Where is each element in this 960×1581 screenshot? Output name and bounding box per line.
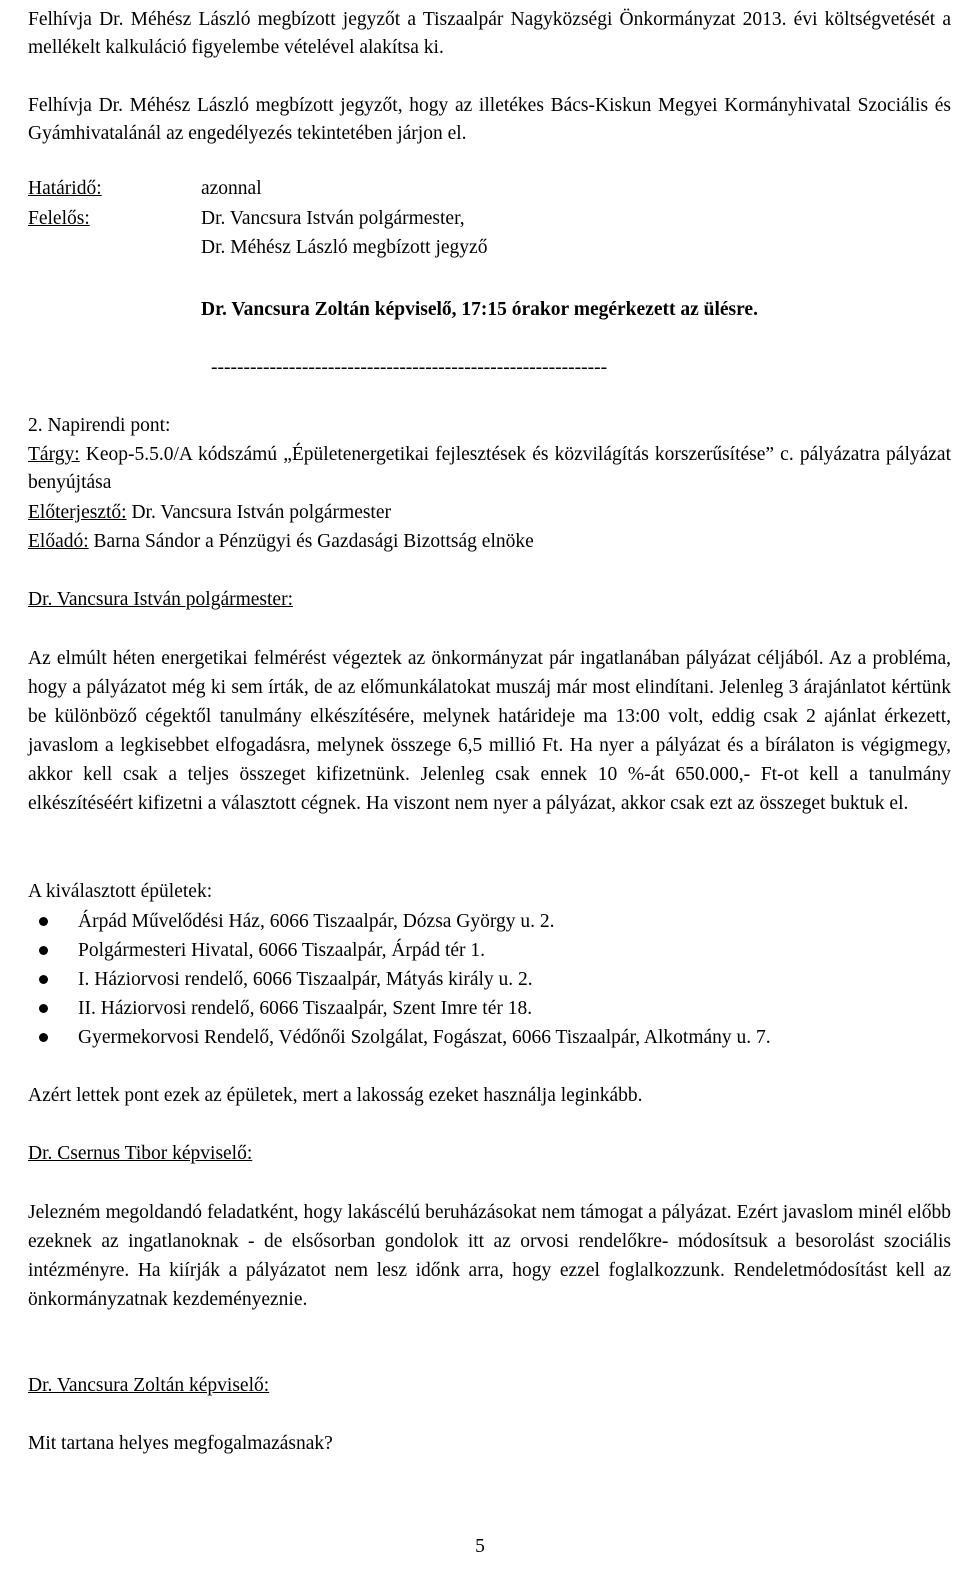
- resolution-paragraph-1: Felhívja Dr. Méhész László megbízott jegyzőt a Tiszaalpár Nagyközségi Önkormányzat 2013. évi költségvetését a mellékelt kalkuláció figyelembe vételével alakítsa ki.: [28, 9, 951, 58]
- speaker-label: Előadó:: [28, 531, 89, 552]
- list-item: Gyermekorvosi Rendelő, Védőnői Szolgálat, Fogászat, 6066 Tiszaalpár, Alkotmány u. 7.: [28, 1023, 951, 1052]
- agenda-presenter: [28, 499, 391, 527]
- list-item: II. Háziorvosi rendelő, 6066 Tiszaalpár, Szent Imre tér 18.: [28, 994, 951, 1023]
- bullet-icon: [39, 1033, 48, 1042]
- page-number: 5: [475, 1536, 485, 1557]
- presenter-text: Dr. Vancsura István polgármester: [126, 502, 392, 523]
- deadline-value: azonnal: [201, 178, 262, 199]
- bullet-icon: [39, 1004, 48, 1013]
- arrival-note: Dr. Vancsura Zoltán képviselő, 17:15 órakor megérkezett az ülésre.: [201, 299, 758, 320]
- speaker2-text: Jelezném megoldandó feladatként, hogy lakáscélú beruházásokat nem támogat a pályázat. Ezért javaslom minél előbb ezeknek az ingatlanoknak - de elsősorban gondolok itt az orvosi rendelőkre- módosítsuk a besorolást szociális intézményre. Ha kiírják a pályázatot nem lesz időnk arra, hogy ezzel foglalkozzunk. Rendeletmódosítást kell az önkormányzatnak kezdeményeznie.: [28, 1202, 951, 1310]
- list-item: Árpád Művelődési Ház, 6066 Tiszaalpár, Dózsa György u. 2.: [28, 907, 951, 936]
- speaker-text: Barna Sándor a Pénzügyi és Gazdasági Bizottság elnöke: [88, 531, 534, 552]
- bullet-icon: [39, 917, 48, 926]
- section-divider: -------------------------------------------------------------: [211, 357, 608, 378]
- subject-label: Tárgy:: [28, 444, 80, 465]
- agenda-subject: [28, 441, 951, 497]
- agenda-point-title: 2. Napirendi pont:: [28, 415, 171, 436]
- deadline-label: Határidő:: [28, 178, 102, 199]
- buildings-list: [28, 907, 951, 1052]
- speaker3-heading: Dr. Vancsura Zoltán képviselő:: [28, 1375, 270, 1396]
- buildings-reason: Azért lettek pont ezek az épületek, mert a lakosság ezeket használja leginkább.: [28, 1085, 643, 1106]
- responsible-value-1: Dr. Vancsura István polgármester,: [201, 208, 465, 229]
- responsible-value-2: Dr. Méhész László megbízott jegyző: [201, 237, 488, 258]
- resolution-paragraph-2: Felhívja Dr. Méhész László megbízott jegyzőt, hogy az illetékes Bács-Kiskun Megyei Kormányhivatal Szociális és Gyámhivatalánál az engedélyezés tekintetében járjon el.: [28, 95, 951, 144]
- speaker1-text: Az elmúlt héten energetikai felmérést végeztek az önkormányzat pár ingatlanában pályázat céljából. Az a probléma, hogy a pályázatot még ki sem írták, de az előmunkálatokat muszáj már most elindítani. Jelenleg 3 árajánlatot kértünk be különböző cégektől tanulmány elkészítésére, melynek határideje ma 13:00 volt, eddig csak 2 ajánlat érkezett, javaslom a legkisebbet elfogadásra, melynek összege 6,5 millió Ft. Ha nyer a pályázat és a bírálaton is végigmegy, akkor kell csak a teljes összeget kifizetnünk. Jelenleg csak ennek 10 %-át 650.000,- Ft-ot kell a tanulmány elkészítéséért kifizetni a választott cégnek. Ha viszont nem nyer a pályázat, akkor csak ezt az összeget buktuk el.: [28, 648, 951, 814]
- list-item: I. Háziorvosi rendelő, 6066 Tiszaalpár, Mátyás király u. 2.: [28, 965, 951, 994]
- list-item: Polgármesteri Hivatal, 6066 Tiszaalpár, Árpád tér 1.: [28, 936, 951, 965]
- bullet-icon: [39, 975, 48, 984]
- speaker1-heading: Dr. Vancsura István polgármester:: [28, 589, 293, 610]
- subject-text: Keop-5.5.0/A kódszámú „Épületenergetikai fejlesztések és közvilágítás korszerűsítése” c. pályázatra pályázat benyújtása: [28, 444, 951, 493]
- agenda-speaker: [28, 528, 534, 556]
- responsible-label: Felelős:: [28, 208, 90, 229]
- presenter-label: Előterjesztő:: [28, 502, 127, 523]
- buildings-heading: A kiválasztott épületek:: [28, 881, 213, 902]
- bullet-icon: [39, 946, 48, 955]
- speaker3-text: Mit tartana helyes megfogalmazásnak?: [28, 1433, 333, 1454]
- speaker2-heading: Dr. Csernus Tibor képviselő:: [28, 1143, 253, 1164]
